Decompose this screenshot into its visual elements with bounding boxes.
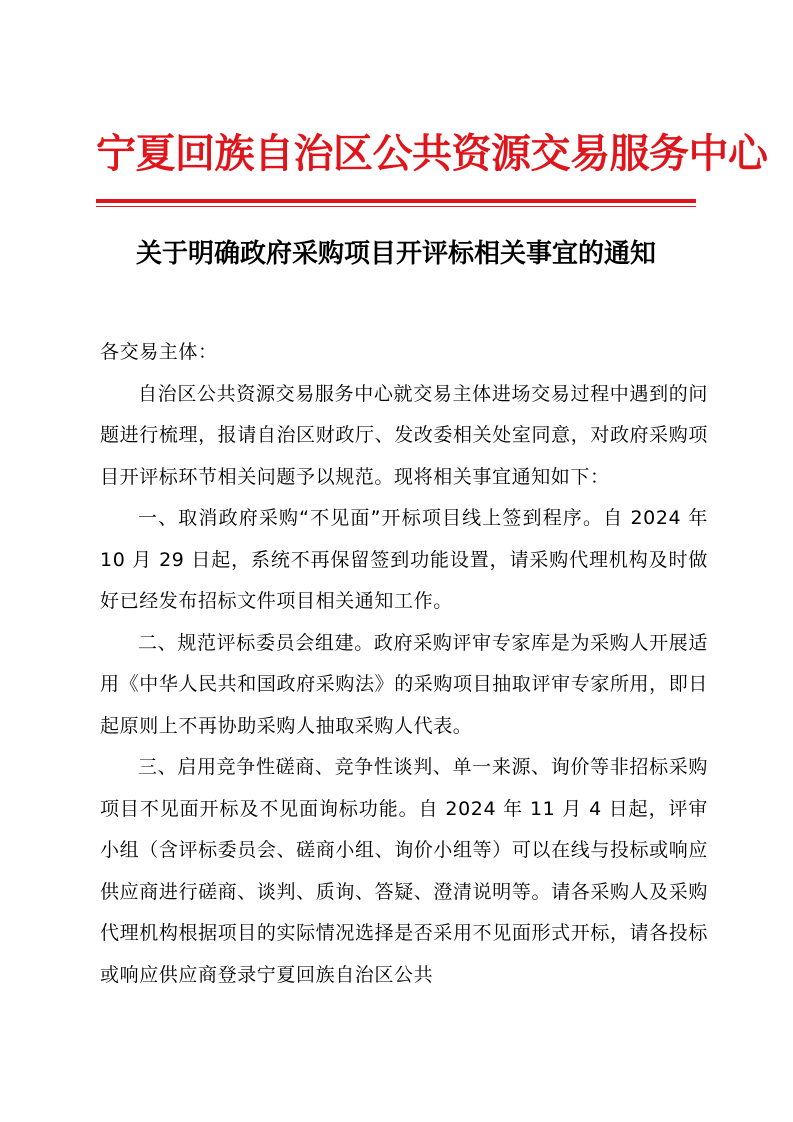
letterhead-red-rule-thick <box>96 199 696 203</box>
paragraph-intro: 自治区公共资源交易服务中心就交易主体进场交易过程中遇到的问题进行梳理，报请自治区财政厅、发改委相关处室同意，对政府采购项目开评标环节相关问题予以规范。现将相关事宜通知如下： <box>100 382 708 488</box>
paragraph-item-3: 三、启用竞争性磋商、竞争性谈判、单一来源、询价等非招标采购项目不见面开标及不见面询标功能。自 2024 年 11 月 4 日起，评审小组（含评标委员会、磋商小组、询价小组等）可以在线与投标或响应供应商进行磋商、谈判、质询、答疑、澄清说明等。请各采购人及采购代理机构根据项目的实际情况选择是否采用不见面形式开标，请各投标或响应供应商登录宁夏回族自治区公共 <box>100 756 708 986</box>
paragraph-item-1: 一、取消政府采购“不见面”开标项目线上签到程序。自 2024 年 10 月 29 日起，系统不再保留签到功能设置，请采购代理机构及时做好已经发布招标文件项目相关通知工作。 <box>100 507 708 612</box>
salutation: 各交易主体： <box>100 341 218 363</box>
document-body <box>100 332 708 996</box>
document-title: 关于明确政府采购项目开评标相关事宜的通知 <box>135 239 656 269</box>
letterhead-org-name: 宁夏回族自治区公共资源交易服务中心 <box>96 130 768 177</box>
paragraph-item-2: 二、规范评标委员会组建。政府采购评审专家库是为采购人开展适用《中华人民共和国政府采购法》的采购项目抽取评审专家所用，即日起原则上不再协助采购人抽取采购人代表。 <box>100 631 708 737</box>
letterhead-red-rule-thin <box>96 206 696 207</box>
